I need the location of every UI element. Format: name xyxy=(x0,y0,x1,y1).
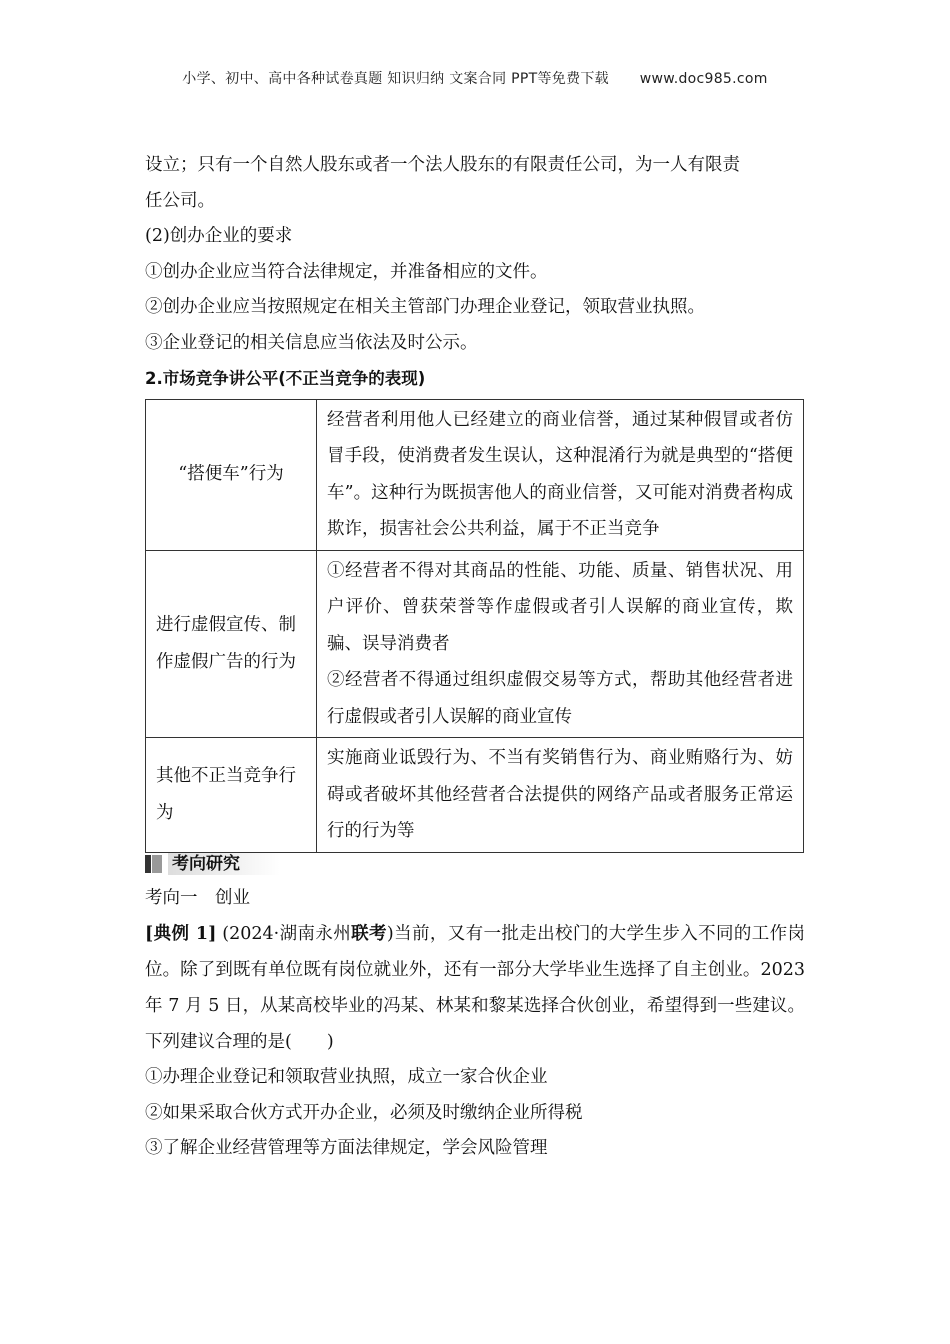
heading-marker-icon xyxy=(145,855,151,873)
table-cell-desc xyxy=(317,550,804,738)
header-site-link[interactable]: www.doc985.com xyxy=(639,71,768,87)
example-tag: [典例 1] xyxy=(145,924,217,944)
research-heading xyxy=(145,853,805,875)
example-source-suffix: ) xyxy=(386,924,394,944)
document-body xyxy=(145,148,805,1167)
unfair-competition-table xyxy=(145,399,804,853)
example-source-prefix: (2024· xyxy=(216,924,280,944)
example-option-1: ①办理企业登记和领取营业执照，成立一家合伙企业 xyxy=(145,1067,548,1087)
example-option-3: ③了解企业经营管理等方面法律规定，学会风险管理 xyxy=(145,1138,548,1158)
example-text: 当前，又有一批走出校门的大学生步入不同的工作岗位。除了到既有单位既有岗位就业外，还有一部分大学毕业生选择了自主创业。2023 年 7 月 5 日，从某高校毕业的冯某、林某和黎某选择合伙创业，希望得到一些建议。下列建议合理的是( ) xyxy=(145,924,805,1052)
header-text: 小学、初中、高中各种试卷真题 知识归纳 文案合同 PPT等免费下载 xyxy=(182,71,609,87)
heading-marker-shade-icon xyxy=(152,855,162,873)
requirement-item-1: ①创办企业应当符合法律规定，并准备相应的文件。 xyxy=(145,261,548,282)
requirement-item-3: ③企业登记的相关信息应当依法及时公示。 xyxy=(145,332,478,353)
table-cell-desc: 实施商业诋毁行为、不当有奖销售行为、商业贿赂行为、妨碍或者破坏其他经营者合法提供的网络产品或者服务正常运行的行为等 xyxy=(317,738,804,853)
table-cell-label: 其他不正当竞争行为 xyxy=(146,738,317,853)
research-subheading: 考向一 创业 xyxy=(145,887,250,908)
table-cell-desc: 经营者利用他人已经建立的商业信誉，通过某种假冒或者仿冒手段，使消费者发生误认，这种混淆行为就是典型的“搭便车”。这种行为既损害他人的商业信誉，又可能对消费者构成欺诈，损害社会公共利益，属于不正当竞争 xyxy=(317,399,804,550)
table-cell-desc-part-1: ①经营者不得对其商品的性能、功能、质量、销售状况、用户评价、曾获荣誉等作虚假或者引人误解的商业宣传，欺骗、误导消费者 xyxy=(327,560,793,654)
requirements-title: (2)创办企业的要求 xyxy=(145,226,293,246)
table-row xyxy=(146,399,804,550)
table-row xyxy=(146,738,804,853)
example-source-place: 湖南永州 xyxy=(279,924,352,944)
requirement-item-2: ②创办企业应当按照规定在相关主管部门办理企业登记，领取营业执照。 xyxy=(145,297,705,317)
example-option-2: ②如果采取合伙方式开办企业，必须及时缴纳企业所得税 xyxy=(145,1102,583,1123)
intro-line-2: 任公司。 xyxy=(145,190,215,211)
table-cell-label: “搭便车”行为 xyxy=(146,399,317,550)
table-cell-label: 进行虚假宣传、制作虚假广告的行为 xyxy=(146,550,317,738)
table-cell-desc-part-2: ②经营者不得通过组织虚假交易等方式，帮助其他经营者进行虚假或者引人误解的商业宣传 xyxy=(327,670,793,727)
intro-line-1: 设立；只有一个自然人股东或者一个法人股东的有限责任公司，为一人有限责 xyxy=(145,155,740,175)
page-header xyxy=(0,68,950,88)
example-paragraph xyxy=(145,916,805,1060)
example-source-bold: 联考 xyxy=(351,924,387,944)
table-row xyxy=(146,550,804,738)
research-heading-text: 考向研究 xyxy=(168,853,280,875)
section-2-title: 2.市场竞争讲公平(不正当竞争的表现) xyxy=(145,369,426,388)
